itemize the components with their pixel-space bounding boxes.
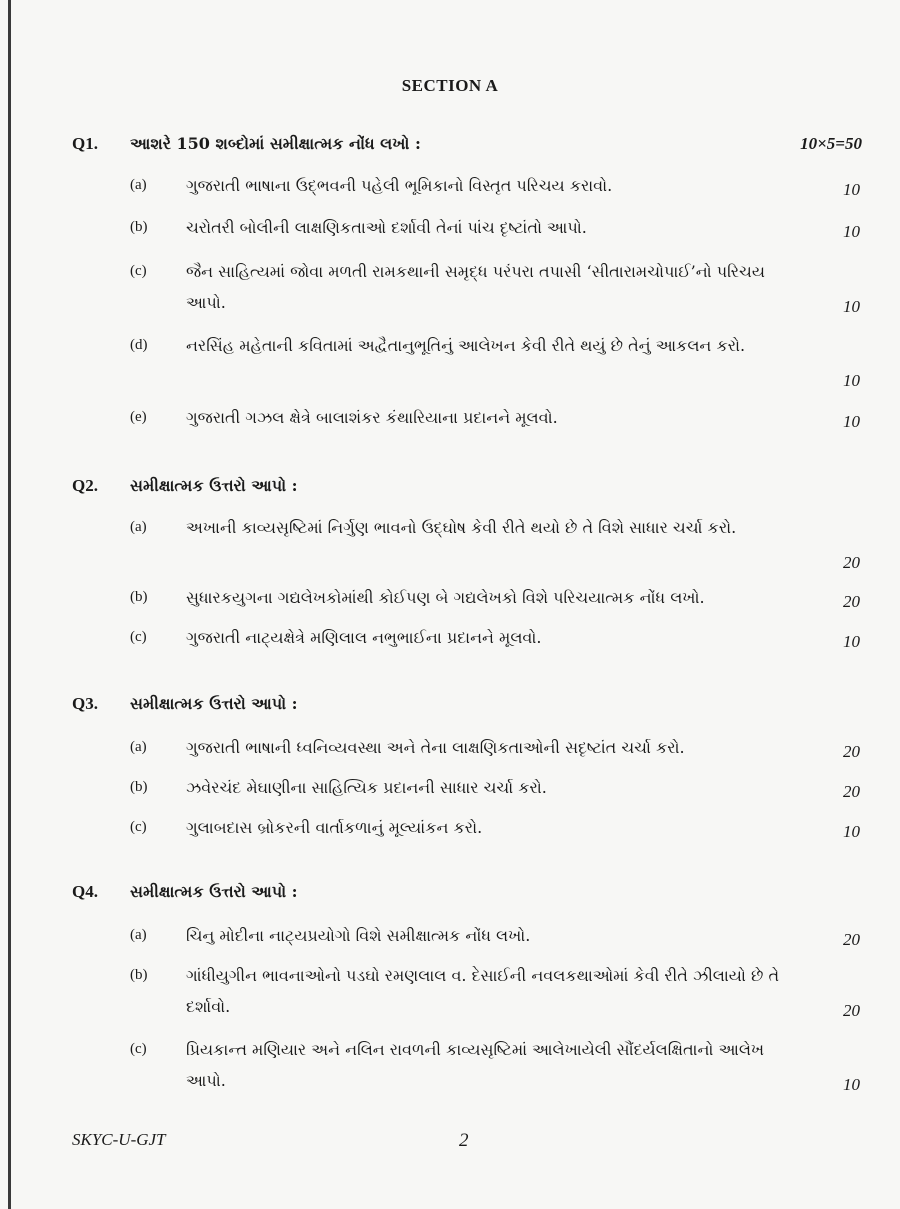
left-edge-rule	[8, 0, 11, 1209]
question-3-item-b	[130, 772, 860, 803]
question-1-item-a	[130, 170, 860, 201]
item-text: ચરોતરી બોલીની લાક્ષણિકતાઓ દર્શાવી તેનાં પાંચ દૃષ્ટાંતો આપો.	[186, 218, 587, 237]
question-2-item-c	[130, 622, 860, 653]
item-label: (b)	[130, 219, 148, 235]
section-title: SECTION A	[401, 76, 499, 95]
item-marks: 10	[843, 412, 860, 431]
item-label: (b)	[130, 589, 148, 605]
question-2-item-a	[130, 512, 860, 574]
question-3-item-a	[130, 732, 860, 763]
item-label: (c)	[130, 1041, 147, 1057]
question-3-item-c	[130, 812, 860, 843]
question-2-header	[72, 476, 862, 502]
item-marks: 10	[843, 822, 860, 841]
question-2-item-b	[130, 582, 860, 613]
item-label: (a)	[130, 927, 147, 943]
question-total-marks: 10×5=50	[800, 134, 862, 153]
item-marks: 10	[843, 632, 860, 651]
item-marks: 10	[843, 222, 860, 241]
item-label: (c)	[130, 263, 147, 279]
item-label: (c)	[130, 819, 147, 835]
item-text: ગુલાબદાસ બ્રોકરની વાર્તાકળાનું મૂલ્યાંકન કરો.	[186, 818, 483, 837]
item-marks: 20	[843, 930, 860, 949]
item-text: પ્રિયકાન્ત મણિયાર અને નલિન રાવળની કાવ્યસૃષ્ટિમાં આલેખાયેલી સૌંદર્યલક્ષિતાનો આલેખ આપો.	[186, 1040, 765, 1090]
item-text: ઝવેરચંદ મેઘાણીના સાહિત્યિક પ્રદાનની સાધાર ચર્ચા કરો.	[186, 778, 547, 797]
item-text: ગાંધીયુગીન ભાવનાઓનો પડઘો રમણલાલ વ. દેસાઈની નવલકથાઓમાં કેવી રીતે ઝીલાયો છે તે દર્શાવો.	[186, 966, 780, 1016]
item-text: ગુજરાતી ભાષાના ઉદ્ભવની પહેલી ભૂમિકાનો વિસ્તૃત પરિચય કરાવો.	[186, 176, 613, 195]
question-4-item-b	[130, 960, 860, 1022]
question-1-header	[72, 134, 862, 160]
item-label: (b)	[130, 779, 148, 795]
question-instruction: સમીક્ષાત્મક ઉત્તરો આપો :	[130, 882, 298, 901]
item-marks: 10	[843, 1075, 860, 1094]
paper-code: SKYC-U-GJT	[72, 1130, 166, 1149]
item-label: (a)	[130, 177, 147, 193]
item-marks: 20	[843, 1001, 860, 1020]
question-1-item-d	[130, 330, 860, 392]
item-marks: 20	[843, 782, 860, 801]
item-text: અખાની કાવ્યસૃષ્ટિમાં નિર્ગુણ ભાવનો ઉદ્ઘોષ કેવી રીતે થયો છે તે વિશે સાધાર ચર્ચા કરો.	[186, 518, 737, 537]
item-marks: 20	[843, 553, 860, 572]
item-text: સુધારકયુગના ગદ્યલેખકોમાંથી કોઈપણ બે ગદ્યલેખકો વિશે પરિચયાત્મક નોંધ લખો.	[186, 588, 705, 607]
question-instruction: સમીક્ષાત્મક ઉત્તરો આપો :	[130, 694, 298, 713]
item-marks: 20	[843, 592, 860, 611]
item-label: (c)	[130, 629, 147, 645]
question-number: Q2.	[72, 476, 98, 495]
item-label: (d)	[130, 337, 148, 353]
item-text: જૈન સાહિત્યમાં જોવા મળતી રામકથાની સમૃદ્ધ પરંપરા તપાસી ‘સીતારામચોપાઈ’નો પરિચય આપો.	[186, 262, 765, 312]
item-label: (a)	[130, 739, 147, 755]
question-instruction: આશરે 150 શબ્દોમાં સમીક્ષાત્મક નોંધ લખો :	[130, 134, 421, 153]
item-marks: 10	[843, 180, 860, 199]
question-4-item-c	[130, 1034, 860, 1096]
question-instruction: સમીક્ષાત્મક ઉત્તરો આપો :	[130, 476, 298, 495]
item-text: ચિનુ મોદીના નાટ્યપ્રયોગો વિશે સમીક્ષાત્મક નોંધ લખો.	[186, 926, 531, 945]
question-number: Q4.	[72, 882, 98, 901]
item-text: નરસિંહ મહેતાની કવિતામાં અદ્વૈતાનુભૂતિનું આલેખન કેવી રીતે થયું છે તેનું આકલન કરો.	[186, 336, 746, 355]
item-label: (b)	[130, 967, 148, 983]
question-1-item-b	[130, 212, 860, 243]
item-label: (a)	[130, 519, 147, 535]
page-number: 2	[459, 1130, 469, 1151]
item-label: (e)	[130, 409, 147, 425]
item-text: ગુજરાતી નાટ્યક્ષેત્રે મણિલાલ નભુભાઈના પ્રદાનને મૂલવો.	[186, 628, 542, 647]
question-1-item-e	[130, 402, 860, 433]
item-marks: 10	[843, 297, 860, 316]
question-3-header	[72, 694, 862, 720]
item-marks: 10	[843, 371, 860, 390]
question-number: Q1.	[72, 134, 98, 153]
item-text: ગુજરાતી ભાષાની ધ્વનિવ્યવસ્થા અને તેના લાક્ષણિકતાઓની સદૃષ્ટાંત ચર્ચા કરો.	[186, 738, 685, 757]
item-marks: 20	[843, 742, 860, 761]
question-number: Q3.	[72, 694, 98, 713]
question-4-header	[72, 882, 862, 908]
question-1-item-c	[130, 256, 860, 318]
question-4-item-a	[130, 920, 860, 951]
item-text: ગુજરાતી ગઝલ ક્ષેત્રે બાલાશંકર કંથારિયાના પ્રદાનને મૂલવો.	[186, 408, 558, 427]
